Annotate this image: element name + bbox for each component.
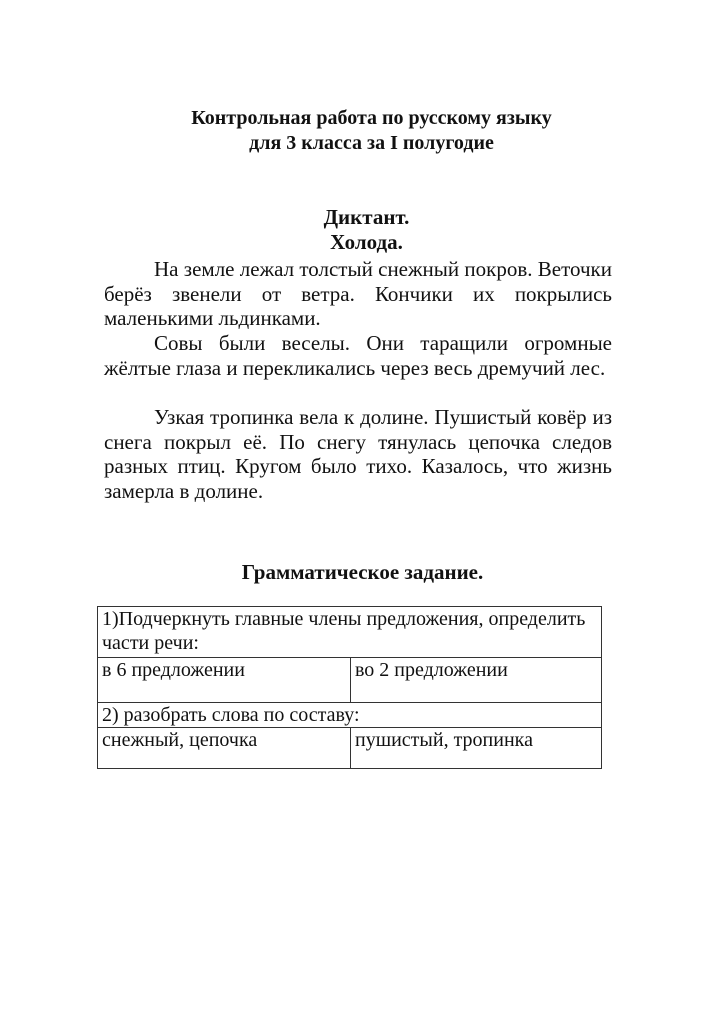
task1-left-cell: в 6 предложении	[98, 658, 351, 703]
task1-instruction-cell: 1)Подчеркнуть главные члены предложения, определить части речи:	[98, 607, 602, 658]
table-row	[98, 607, 602, 658]
table-row	[98, 703, 602, 728]
grammar-heading: Грамматическое задание.	[241, 560, 484, 584]
task2-right-cell: пушистый, тропинка	[351, 728, 602, 769]
task2-left-cell: снежный, цепочка	[98, 728, 351, 769]
paragraph-text: На земле лежал толстый снежный покров. Веточки берёз звенели от ветра. Кончики их покрылись маленькими льдинками.	[104, 257, 612, 331]
title-line-1: Контрольная работа по русскому языку	[191, 107, 552, 129]
dictation-paragraph-3	[104, 405, 612, 503]
task1-right-cell: во 2 предложении	[351, 658, 602, 703]
dictation-heading: Диктант.	[323, 205, 410, 229]
task2-instruction-cell: 2) разобрать слова по составу:	[98, 703, 602, 728]
dictation-text-title: Холода.	[330, 230, 403, 254]
table-row	[98, 728, 602, 769]
paragraph-text: Узкая тропинка вела к долине. Пушистый ковёр из снега покрыл её. По снегу тянулась цепочка следов разных птиц. Кругом было тихо. Казалось, что жизнь замерла в долине.	[104, 405, 612, 503]
table-row	[98, 658, 602, 703]
paragraph-text: Совы были веселы. Они таращили огромные жёлтые глаза и перекликались через весь дремучий лес.	[104, 331, 612, 380]
dictation-paragraph-2	[104, 331, 612, 380]
dictation-paragraph-1	[104, 257, 612, 331]
grammar-task-table	[97, 606, 602, 769]
title-line-2: для 3 класса за I полугодие	[249, 132, 494, 154]
